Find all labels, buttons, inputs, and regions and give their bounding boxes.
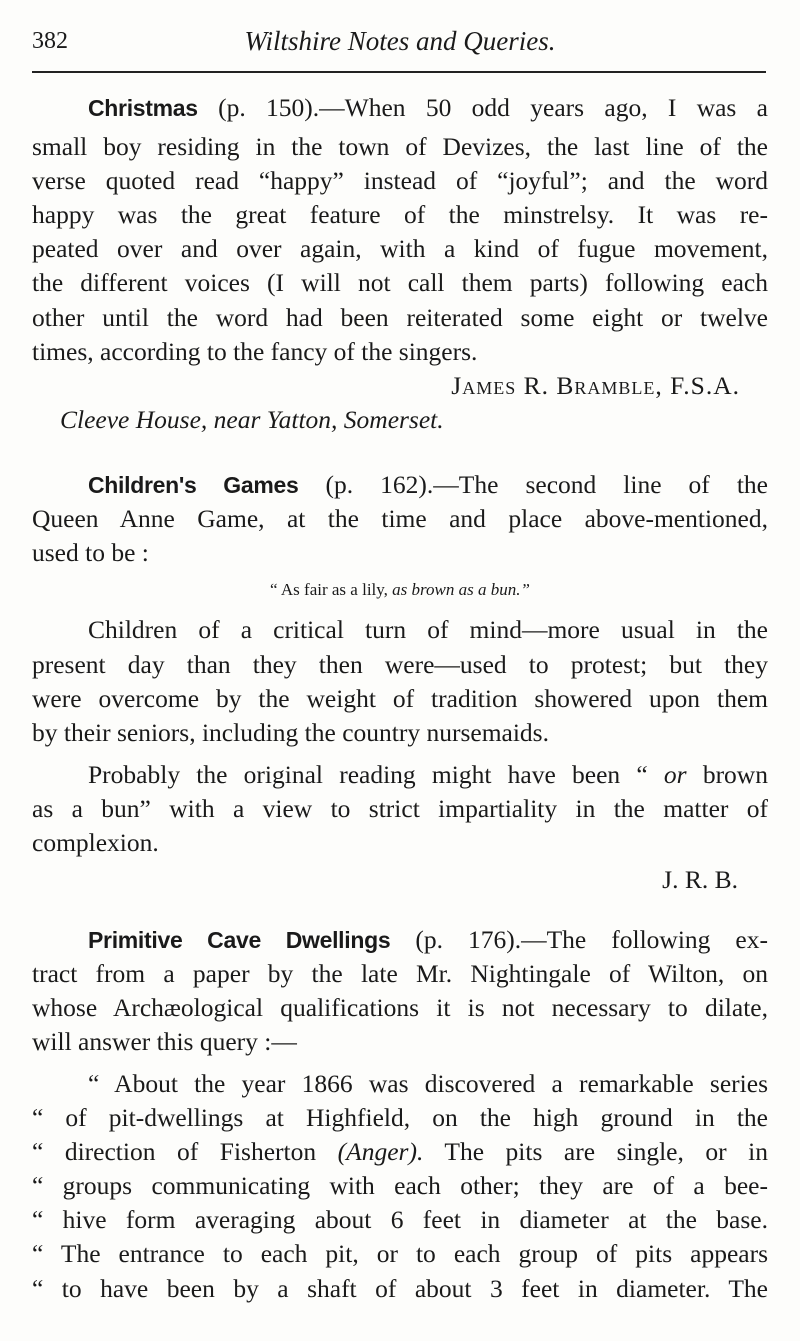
text-line (88, 923, 768, 957)
text-segment: or (663, 760, 687, 789)
text-segment: present day than they then were—used to protest; but they (32, 650, 768, 679)
text-line (32, 826, 768, 860)
text-line (32, 369, 740, 403)
text-line (32, 266, 768, 300)
text-segment: tract from a paper by the late Mr. Nightingale of Wilton, on (32, 959, 768, 988)
text-segment: Cleeve House, near Yatton, Somerset. (60, 405, 444, 434)
text-segment: “ The entrance to each pit, or to each group of pits appears (32, 1239, 768, 1268)
text-line (32, 198, 768, 232)
text-segment: (Anger). (337, 1137, 424, 1166)
text-segment: (p. 176).—The following ex- (390, 925, 768, 954)
text-line (32, 130, 768, 164)
text-segment: (p. 162).—The second line of the (298, 470, 768, 499)
text-line (32, 716, 768, 750)
text-segment: used to be : (32, 538, 149, 567)
text-segment: the different voices (I will not call them parts) following each (32, 268, 768, 297)
text-segment: “ About the year 1866 was discovered a remarkable series (88, 1069, 768, 1098)
text-line (32, 991, 768, 1025)
text-segment: whose Archæological qualifications it is not necessary to dilate, (32, 993, 768, 1022)
text-line (32, 792, 768, 826)
text-segment: “ groups communicating with each other; they are of a bee- (32, 1171, 768, 1200)
text-segment: “ of pit-dwellings at Highfield, on the high ground in the (32, 1103, 768, 1132)
text-line (32, 682, 768, 716)
text-segment: “ to have been by a shaft of about 3 feet in diameter. The (32, 1274, 768, 1303)
text-segment: happy was the great feature of the minstrelsy. It was re- (32, 200, 768, 229)
text-segment: J. R. B. (662, 865, 738, 894)
text-segment: The pits are single, or in (423, 1137, 768, 1166)
text-segment: other until the word had been reiterated some eight or twelve (32, 303, 768, 332)
header-rule (32, 71, 766, 73)
text-segment: Children of a critical turn of mind—more usual in the (88, 615, 768, 644)
text-segment: James R. Bramble, F.S.A. (451, 371, 740, 400)
text-segment: were overcome by the weight of tradition showered upon them (32, 684, 768, 713)
text-line (60, 403, 768, 437)
text-line (32, 1169, 768, 1203)
text-line (32, 957, 768, 991)
text-line (32, 536, 768, 570)
text-segment: complexion. (32, 828, 159, 857)
section-heading: Christmas (88, 95, 198, 121)
text-line (32, 1203, 768, 1237)
text-line (88, 613, 768, 647)
text-line (32, 863, 738, 897)
text-line (88, 468, 768, 502)
text-segment: Probably the original reading might have been “ (88, 760, 664, 789)
text-segment: Queen Anne Game, at the time and place above-mentioned, (32, 504, 768, 533)
text-line (32, 335, 768, 369)
text-line (32, 232, 768, 266)
text-line (32, 1135, 768, 1169)
text-segment: brown (686, 760, 768, 789)
text-segment: “ direction of Fisherton (32, 1137, 338, 1166)
text-line (32, 1101, 768, 1135)
text-segment: “ hive form averaging about 6 feet in diameter at the base. (32, 1205, 768, 1234)
text-line (32, 164, 768, 198)
section-heading: Primitive Cave Dwellings (88, 927, 391, 953)
text-segment: times, according to the fancy of the singers. (32, 337, 478, 366)
text-segment: as brown as a bun.” (392, 580, 530, 599)
text-line (32, 648, 768, 682)
text-segment: verse quoted read “happy” instead of “joyful”; and the word (32, 166, 768, 195)
text-line (32, 502, 768, 536)
page-number: 382 (32, 28, 68, 54)
text-line (32, 301, 768, 335)
text-segment: (p. 150).—When 50 odd years ago, I was a (197, 93, 768, 122)
text-segment: “ As fair as a lily, (270, 580, 393, 599)
running-title: Wiltshire Notes and Queries. (244, 26, 556, 56)
text-line (88, 91, 768, 125)
text-segment: peated over and over again, with a kind of fugue movement, (32, 234, 768, 263)
text-line (88, 758, 768, 792)
text-segment: will answer this query :— (32, 1027, 297, 1056)
section-heading: Children's Games (88, 472, 299, 498)
text-segment: as a bun” with a view to strict impartiality in the matter of (32, 794, 768, 823)
text-line (88, 1067, 768, 1101)
text-line (32, 570, 768, 604)
text-segment: small boy residing in the town of Devizes, the last line of the (32, 132, 768, 161)
text-line (32, 1025, 768, 1059)
text-line (32, 1237, 768, 1271)
text-line (32, 1272, 768, 1306)
text-segment: by their seniors, including the country nursemaids. (32, 718, 549, 747)
